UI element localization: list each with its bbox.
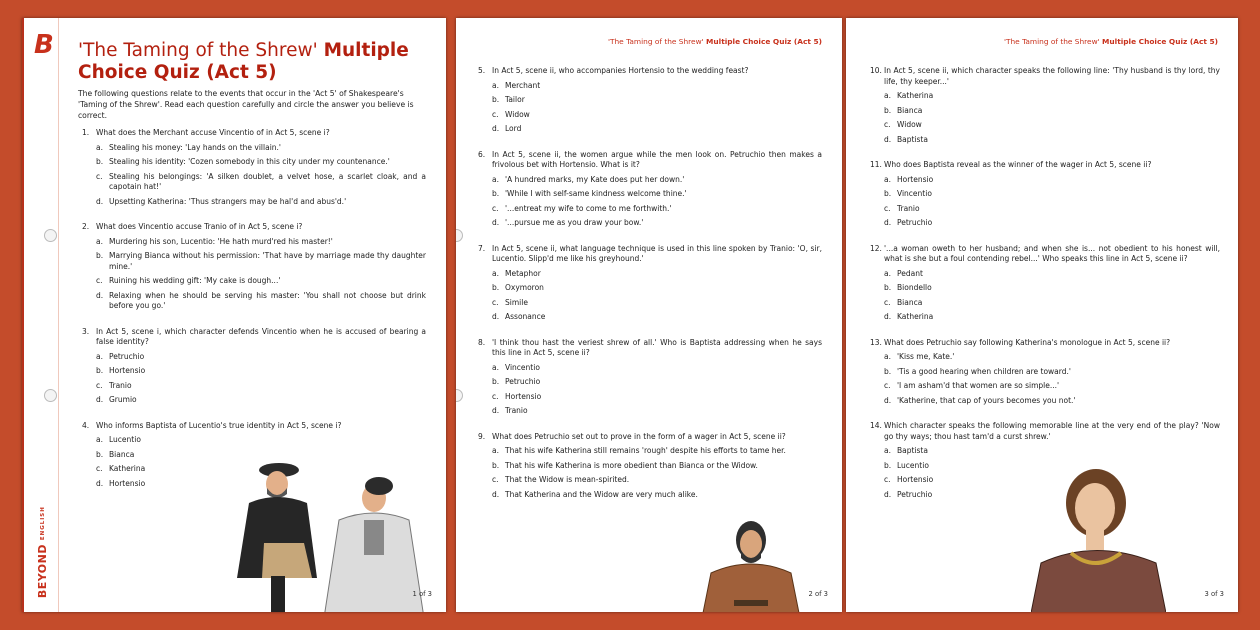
question-number: 2. [82, 222, 90, 231]
margin-line [58, 18, 59, 612]
question [478, 244, 822, 323]
answer-option[interactable] [82, 237, 426, 248]
option-text: Hortensio [897, 475, 934, 484]
question-text: Which character speaks the following memorable line at the very end of the play? 'Now go thy ways; thou hast tam'd a curst shrew.' [884, 421, 1220, 441]
option-text: That his wife Katherina still remains 'rough' despite his efforts to tame her. [505, 446, 786, 455]
option-text: Widow [505, 109, 530, 119]
question-stem [870, 66, 1220, 87]
answer-option[interactable] [82, 352, 426, 363]
answer-option[interactable] [870, 396, 1220, 407]
question-stem [870, 244, 1220, 265]
brand-wordmark [33, 506, 52, 598]
option-letter: d. [492, 124, 500, 133]
answer-option[interactable] [870, 135, 1220, 146]
answer-option[interactable] [478, 81, 822, 92]
answer-option[interactable] [870, 218, 1220, 229]
question [870, 160, 1220, 229]
option-text: Pedant [897, 268, 923, 278]
answer-option[interactable] [870, 312, 1220, 323]
question-stem [478, 66, 822, 77]
answer-option[interactable] [870, 120, 1220, 131]
answer-option[interactable] [870, 91, 1220, 102]
question-stem [82, 421, 426, 432]
question-number: 6. [478, 149, 486, 159]
option-letter: b. [96, 157, 104, 166]
answer-option[interactable] [478, 95, 822, 106]
question-text: 'I think thou hast the veriest shrew of all.' Who is Baptista addressing when he says this line in Act 5, scene ii? [492, 337, 822, 357]
option-text: Bianca [897, 105, 923, 115]
option-letter: b. [492, 95, 500, 104]
question [478, 338, 822, 417]
answer-option[interactable] [478, 490, 822, 501]
option-text: Oxymoron [505, 283, 544, 292]
option-letter: b. [492, 377, 500, 386]
option-letter: d. [884, 395, 892, 405]
question-text: In Act 5, scene ii, what language technique is used in this line spoken by Tranio: 'O, sir, Lucentio. Slipp'd me like his greyhound.' [492, 243, 822, 263]
option-text: 'Katherine, that cap of yours becomes you not.' [897, 395, 1076, 405]
option-text: Petruchio [897, 489, 933, 499]
option-letter: a. [492, 446, 499, 455]
answer-option[interactable] [478, 204, 822, 215]
option-text: That the Widow is mean-spirited. [505, 475, 630, 484]
option-text: That his wife Katherina is more obedient than Bianca or the Widow. [505, 460, 758, 470]
option-letter: b. [884, 105, 892, 115]
punch-hole [44, 229, 57, 242]
option-letter: c. [492, 475, 499, 484]
question-number: 10. [870, 66, 882, 75]
option-text: Vincentio [505, 362, 540, 372]
question [870, 338, 1220, 407]
option-letter: d. [96, 290, 104, 300]
option-text: 'Kiss me, Kate.' [897, 352, 955, 361]
answer-option[interactable] [870, 283, 1220, 294]
question-text: In Act 5, scene ii, who accompanies Hortensio to the wedding feast? [492, 66, 749, 75]
option-letter: b. [884, 460, 892, 470]
option-text: 'Tis a good hearing when children are toward.' [897, 366, 1071, 376]
answer-option[interactable] [478, 461, 822, 472]
question-number: 4. [82, 420, 90, 430]
option-letter: a. [492, 174, 499, 184]
answer-option[interactable] [478, 269, 822, 280]
question-stem [870, 338, 1220, 349]
option-letter: b. [492, 460, 500, 470]
option-text: Marrying Bianca without his permission: 'That have by marriage made thy daughter mine.' [109, 251, 426, 271]
question-text: What does Petruchio say following Katherina's monologue in Act 5, scene ii? [884, 337, 1171, 347]
option-text: Petruchio [505, 377, 541, 386]
question-stem [82, 128, 426, 139]
option-text: Tranio [109, 380, 132, 390]
option-letter: b. [96, 366, 104, 375]
worksheet-page-1 [22, 18, 446, 612]
option-letter: b. [884, 283, 892, 292]
answer-option[interactable] [478, 298, 822, 309]
question [82, 222, 426, 312]
option-letter: d. [96, 478, 104, 488]
option-text: Ruining his wedding gift: 'My cake is dough...' [109, 276, 281, 285]
option-letter: b. [492, 283, 500, 292]
punch-hole [44, 389, 57, 402]
question [478, 432, 822, 501]
option-letter: a. [492, 80, 499, 90]
option-text: Tailor [505, 95, 525, 104]
option-letter: d. [492, 489, 500, 499]
option-text: Bianca [897, 297, 923, 307]
option-text: Katherina [897, 312, 934, 321]
page-number: 1 of 3 [412, 590, 432, 598]
answer-option[interactable] [870, 175, 1220, 186]
question-stem [870, 160, 1220, 171]
question-number: 9. [478, 431, 486, 441]
question-list [870, 66, 1220, 515]
option-letter: a. [492, 268, 499, 278]
option-letter: a. [884, 174, 891, 184]
worksheet-page-2 [456, 18, 842, 612]
running-header [1004, 37, 1218, 46]
question-number: 12. [870, 243, 882, 253]
question-number: 1. [82, 128, 90, 137]
option-letter: b. [492, 189, 500, 198]
answer-option[interactable] [478, 406, 822, 417]
answer-option[interactable] [82, 395, 426, 406]
option-letter: d. [884, 134, 892, 144]
question [870, 244, 1220, 323]
option-letter: c. [96, 464, 103, 473]
answer-option[interactable] [478, 189, 822, 200]
question-text: '...a woman oweth to her husband; and when she is... not obedient to his honest will, what is she but a foul contending rebel...' Who speaks this line in Act 5, scene ii? [884, 243, 1220, 263]
page-number: 2 of 3 [808, 590, 828, 598]
question-list [82, 128, 426, 504]
answer-option[interactable] [82, 143, 426, 154]
option-text: Petruchio [109, 351, 145, 361]
question-number: 13. [870, 337, 882, 347]
answer-option[interactable] [82, 276, 426, 287]
option-letter: a. [96, 435, 103, 444]
question-stem [478, 150, 822, 171]
question-list [478, 66, 822, 515]
option-text: Stealing his belongings: 'A silken doublet, a velvet hose, a scarlet cloak, and a capotain hat!' [109, 171, 426, 191]
answer-option[interactable] [82, 291, 426, 312]
header-plain: 'The Taming of the Shrew' [1003, 37, 1100, 46]
answer-option[interactable] [82, 435, 426, 446]
option-letter: c. [884, 120, 891, 129]
option-letter: a. [884, 352, 891, 361]
option-letter: a. [884, 446, 891, 455]
answer-option[interactable] [870, 367, 1220, 378]
option-text: Katherina [897, 91, 934, 100]
option-text: Assonance [505, 312, 546, 321]
option-text: Tranio [897, 203, 920, 213]
answer-option[interactable] [82, 172, 426, 193]
question-number: 5. [478, 66, 486, 75]
option-text: Biondello [897, 283, 932, 292]
header-bold: Multiple Choice Quiz (Act 5) [706, 37, 822, 46]
question-stem [478, 244, 822, 265]
brand-main: BEYOND [36, 543, 49, 598]
option-letter: c. [492, 203, 499, 213]
punch-hole [456, 229, 463, 242]
option-text: Lord [505, 124, 522, 133]
brand-sub: ENGLISH [40, 505, 46, 540]
answer-option[interactable] [870, 352, 1220, 363]
question-text: Who informs Baptista of Lucentio's true identity in Act 5, scene i? [96, 420, 342, 430]
question-text: In Act 5, scene ii, which character speaks the following line: 'Thy husband is thy lord, thy life, thy keeper...' [884, 66, 1220, 86]
option-text: That Katherina and the Widow are very much alike. [505, 489, 698, 499]
option-letter: a. [884, 268, 891, 278]
option-letter: d. [884, 312, 892, 321]
option-letter: c. [492, 109, 499, 119]
question-text: Who does Baptista reveal as the winner of the wager in Act 5, scene ii? [884, 160, 1152, 169]
option-letter: b. [96, 251, 104, 260]
option-text: Metaphor [505, 268, 541, 278]
running-header [608, 37, 822, 46]
answer-option[interactable] [870, 298, 1220, 309]
illustration-couple [229, 458, 429, 612]
option-letter: d. [492, 218, 500, 227]
answer-option[interactable] [870, 189, 1220, 200]
option-text: Bianca [109, 449, 135, 459]
header-bold: Multiple Choice Quiz (Act 5) [1102, 37, 1218, 46]
brand-logo-icon: B [34, 30, 54, 60]
option-text: Stealing his money: 'Lay hands on the villain.' [109, 142, 281, 152]
option-text: Hortensio [897, 174, 934, 184]
question-stem [478, 338, 822, 359]
answer-option[interactable] [478, 392, 822, 403]
answer-option[interactable] [478, 475, 822, 486]
answer-option[interactable] [478, 446, 822, 457]
option-letter: a. [884, 91, 891, 100]
question-number: 3. [82, 326, 90, 336]
question [870, 66, 1220, 145]
option-text: Simile [505, 297, 528, 307]
option-letter: c. [96, 276, 103, 285]
option-letter: a. [96, 236, 103, 246]
option-letter: c. [884, 475, 891, 484]
page-title [78, 40, 428, 84]
question [82, 327, 426, 406]
option-letter: d. [884, 218, 892, 227]
answer-option[interactable] [478, 283, 822, 294]
option-text: Merchant [505, 80, 541, 90]
option-text: Baptista [897, 134, 928, 144]
option-text: Vincentio [897, 189, 932, 198]
question-stem [82, 327, 426, 348]
header-plain: 'The Taming of the Shrew' [607, 37, 704, 46]
answer-option[interactable] [478, 110, 822, 121]
option-text: Petruchio [897, 218, 933, 227]
question-number: 11. [870, 160, 882, 169]
option-letter: a. [96, 351, 103, 361]
answer-option[interactable] [870, 446, 1220, 457]
option-letter: b. [96, 449, 104, 459]
answer-option[interactable] [478, 363, 822, 374]
question-number: 7. [478, 243, 486, 253]
question-stem [82, 222, 426, 233]
option-text: Widow [897, 120, 922, 129]
answer-option[interactable] [82, 366, 426, 377]
option-text: Grumio [109, 395, 137, 404]
option-letter: d. [96, 395, 104, 404]
answer-option[interactable] [870, 269, 1220, 280]
option-letter: c. [96, 171, 103, 181]
question-text: In Act 5, scene i, which character defends Vincentio when he is accused of bearing a false identity? [96, 326, 426, 346]
punch-hole [456, 389, 463, 402]
option-letter: d. [884, 489, 892, 499]
option-letter: a. [492, 362, 499, 372]
option-text: Lucentio [897, 460, 929, 470]
question-stem [870, 421, 1220, 442]
answer-option[interactable] [82, 197, 426, 208]
answer-option[interactable] [870, 106, 1220, 117]
option-text: Hortensio [109, 478, 146, 488]
answer-option[interactable] [870, 381, 1220, 392]
illustration-petruchio [696, 518, 806, 612]
answer-option[interactable] [82, 381, 426, 392]
question [478, 150, 822, 229]
question-text: In Act 5, scene ii, the women argue while the men look on. Petruchio then makes a frivolous bet with Hortensio. What is it? [492, 149, 822, 169]
worksheet-page-3 [846, 18, 1238, 612]
option-text: 'While I with self-same kindness welcome thine.' [505, 189, 687, 198]
option-text: Murdering his son, Lucentio: 'He hath murd'red his master!' [109, 236, 333, 246]
question-text: What does Vincentio accuse Tranio of in Act 5, scene i? [96, 222, 303, 231]
option-text: 'I am asham'd that women are so simple...' [897, 381, 1060, 390]
title-plain: 'The Taming of the Shrew' [78, 40, 318, 61]
title-bold: Multiple Choice Quiz (Act 5) [78, 40, 409, 83]
option-text: Tranio [505, 406, 528, 415]
option-text: Relaxing when he should be serving his master: 'You shall not choose but drink before you go.' [109, 290, 426, 310]
option-text: Upsetting Katherina: 'Thus strangers may be hal'd and abus'd.' [109, 196, 347, 206]
illustration-katherina [1031, 468, 1166, 612]
option-letter: c. [884, 203, 891, 213]
option-letter: c. [492, 297, 499, 307]
page-number: 3 of 3 [1204, 590, 1224, 598]
option-text: Hortensio [505, 391, 542, 401]
answer-option[interactable] [478, 175, 822, 186]
option-letter: d. [492, 406, 500, 415]
question-text: What does the Merchant accuse Vincentio of in Act 5, scene i? [96, 128, 330, 137]
answer-option[interactable] [478, 218, 822, 229]
answer-option[interactable] [82, 157, 426, 168]
instructions: The following questions relate to the events that occur in the 'Act 5' of Shakespeare's 'Taming of the Shrew'. Read each question carefully and circle the answer you believe is correct. [78, 89, 414, 120]
question-text: What does Petruchio set out to prove in the form of a wager in Act 5, scene ii? [492, 431, 786, 441]
option-text: 'A hundred marks, my Kate does put her down.' [505, 174, 685, 184]
option-letter: d. [492, 312, 500, 321]
question-number: 8. [478, 337, 486, 347]
option-letter: c. [96, 380, 103, 390]
answer-option[interactable] [478, 312, 822, 323]
option-text: Hortensio [109, 366, 146, 375]
question-stem [478, 432, 822, 443]
answer-option[interactable] [478, 377, 822, 388]
answer-option[interactable] [478, 124, 822, 135]
question [82, 128, 426, 207]
option-text: Lucentio [109, 435, 141, 444]
option-text: Stealing his identity: 'Cozen somebody in this city under my countenance.' [109, 157, 390, 166]
option-text: '...pursue me as you draw your bow.' [505, 218, 644, 227]
option-letter: c. [492, 391, 499, 401]
answer-option[interactable] [870, 204, 1220, 215]
option-letter: c. [884, 297, 891, 307]
option-text: Baptista [897, 446, 928, 455]
option-letter: d. [96, 196, 104, 206]
option-text: Katherina [109, 464, 146, 473]
option-letter: c. [884, 381, 891, 390]
option-letter: a. [96, 142, 103, 152]
answer-option[interactable] [82, 251, 426, 272]
question [478, 66, 822, 135]
question-number: 14. [870, 421, 882, 430]
option-letter: b. [884, 366, 892, 376]
option-letter: b. [884, 189, 892, 198]
option-text: '...entreat my wife to come to me forthwith.' [505, 203, 672, 213]
